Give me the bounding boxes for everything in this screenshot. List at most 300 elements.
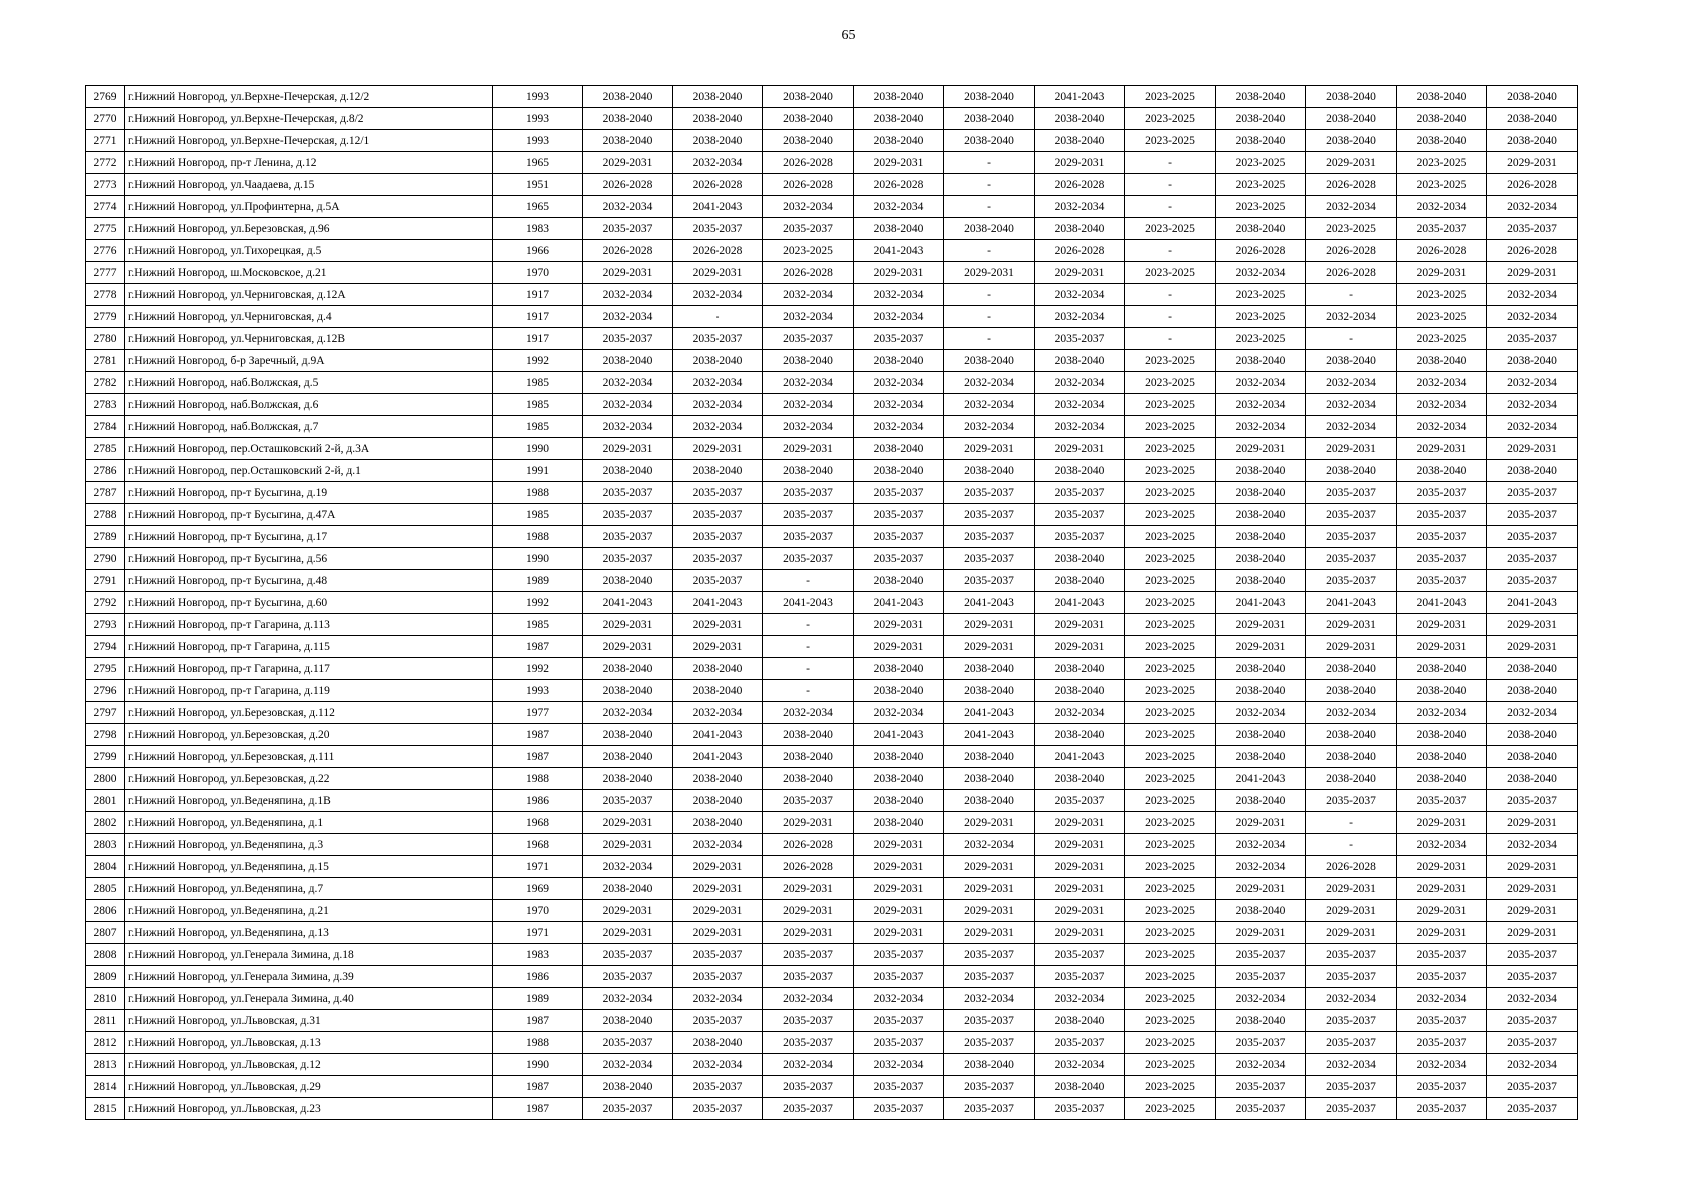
repair-period-cell: 2038-2040 [1487, 768, 1578, 790]
repair-period-cell: 2029-2031 [1216, 614, 1306, 636]
table-body [86, 86, 1668, 1120]
address-cell: г.Нижний Новгород, пр-т Гагарина, д.119 [125, 680, 493, 702]
repair-period-cell: 2029-2031 [1397, 636, 1487, 658]
repair-period-cell: - [1125, 328, 1216, 350]
repair-period-cell: 2023-2025 [1216, 306, 1306, 328]
address-cell: г.Нижний Новгород, ул.Веденяпина, д.13 [125, 922, 493, 944]
repair-period-cell: 2038-2040 [1397, 724, 1487, 746]
repair-period-cell: 2029-2031 [583, 922, 673, 944]
repair-period-cell: 2029-2031 [1397, 262, 1487, 284]
repair-period-cell: 2032-2034 [673, 1054, 763, 1076]
repair-period-cell: 2029-2031 [583, 438, 673, 460]
repair-period-cell: 2029-2031 [1216, 636, 1306, 658]
repair-period-cell: 2026-2028 [854, 174, 944, 196]
repair-period-cell: 2038-2040 [1216, 746, 1306, 768]
repair-period-cell: 2038-2040 [944, 130, 1035, 152]
address-cell: г.Нижний Новгород, пр-т Бусыгина, д.56 [125, 548, 493, 570]
repair-period-cell: 2035-2037 [583, 328, 673, 350]
row-number-cell: 2811 [86, 1010, 125, 1032]
year-built-cell: 1968 [493, 812, 583, 834]
table-row [86, 658, 1668, 680]
year-built-cell: 1985 [493, 416, 583, 438]
repair-period-cell: 2035-2037 [1487, 218, 1578, 240]
row-number-cell: 2771 [86, 130, 125, 152]
repair-period-cell: - [1125, 306, 1216, 328]
repair-period-cell: 2032-2034 [1035, 416, 1125, 438]
row-number-cell: 2794 [86, 636, 125, 658]
repair-period-cell: 2032-2034 [583, 856, 673, 878]
repair-period-cell: 2038-2040 [1397, 768, 1487, 790]
repair-period-cell: 2038-2040 [1216, 900, 1306, 922]
repair-period-cell: 2026-2028 [1487, 174, 1578, 196]
repair-period-cell: 2029-2031 [1487, 856, 1578, 878]
repair-period-cell: 2035-2037 [854, 1076, 944, 1098]
row-number-cell: 2797 [86, 702, 125, 724]
repair-period-cell: 2029-2031 [673, 922, 763, 944]
year-built-cell: 1989 [493, 570, 583, 592]
repair-period-cell: 2035-2037 [1306, 504, 1397, 526]
repair-period-cell: 2029-2031 [1306, 636, 1397, 658]
repair-period-cell: 2023-2025 [763, 240, 854, 262]
repair-period-cell: - [763, 658, 854, 680]
repair-period-cell: 2038-2040 [583, 724, 673, 746]
repair-period-cell: 2032-2034 [1487, 372, 1578, 394]
repair-period-cell: 2038-2040 [1397, 658, 1487, 680]
address-cell: г.Нижний Новгород, ул.Генерала Зимина, д.39 [125, 966, 493, 988]
repair-period-cell: 2032-2034 [1216, 416, 1306, 438]
repair-period-cell: 2038-2040 [673, 108, 763, 130]
repair-period-cell: 2035-2037 [1216, 944, 1306, 966]
repair-period-cell: 2038-2040 [854, 680, 944, 702]
row-number-cell: 2792 [86, 592, 125, 614]
repair-period-cell: 2026-2028 [763, 152, 854, 174]
repair-period-cell: 2035-2037 [1487, 504, 1578, 526]
address-cell: г.Нижний Новгород, пр-т Гагарина, д.117 [125, 658, 493, 680]
repair-period-cell: 2029-2031 [1397, 878, 1487, 900]
repair-period-cell: 2035-2037 [1306, 1010, 1397, 1032]
repair-period-cell: 2035-2037 [944, 944, 1035, 966]
repair-period-cell: 2029-2031 [1487, 900, 1578, 922]
repair-period-cell: 2035-2037 [1397, 944, 1487, 966]
row-number-cell: 2799 [86, 746, 125, 768]
repair-period-cell: 2035-2037 [944, 482, 1035, 504]
repair-period-cell: 2038-2040 [673, 768, 763, 790]
repair-period-cell: 2038-2040 [1487, 86, 1578, 108]
repair-period-cell: 2035-2037 [854, 526, 944, 548]
table-row [86, 548, 1668, 570]
repair-period-cell: 2035-2037 [944, 526, 1035, 548]
table-row [86, 394, 1668, 416]
address-cell: г.Нижний Новгород, ул.Березовская, д.20 [125, 724, 493, 746]
row-number-cell: 2786 [86, 460, 125, 482]
repair-period-cell: 2041-2043 [944, 592, 1035, 614]
repair-period-cell: 2032-2034 [1035, 284, 1125, 306]
table-row [86, 944, 1668, 966]
year-built-cell: 1985 [493, 614, 583, 636]
row-number-cell: 2775 [86, 218, 125, 240]
repair-period-cell: - [944, 240, 1035, 262]
repair-period-cell: 2029-2031 [583, 834, 673, 856]
year-built-cell: 1917 [493, 328, 583, 350]
repair-period-cell: 2029-2031 [763, 878, 854, 900]
repair-period-cell: 2032-2034 [854, 306, 944, 328]
repair-period-cell: 2035-2037 [763, 504, 854, 526]
year-built-cell: 1983 [493, 218, 583, 240]
repair-period-cell: 2029-2031 [944, 878, 1035, 900]
repair-period-cell: 2038-2040 [1397, 746, 1487, 768]
table-row [86, 636, 1668, 658]
repair-period-cell: 2029-2031 [944, 856, 1035, 878]
repair-period-cell: 2038-2040 [1306, 86, 1397, 108]
repair-period-cell: 2038-2040 [673, 812, 763, 834]
repair-period-cell: - [944, 306, 1035, 328]
repair-period-cell: 2038-2040 [1397, 460, 1487, 482]
repair-period-cell: 2029-2031 [854, 834, 944, 856]
repair-period-cell: 2038-2040 [854, 768, 944, 790]
address-cell: г.Нижний Новгород, пр-т Бусыгина, д.60 [125, 592, 493, 614]
repair-period-cell: 2032-2034 [854, 416, 944, 438]
row-number-cell: 2814 [86, 1076, 125, 1098]
repair-period-cell: 2035-2037 [1487, 1076, 1578, 1098]
repair-period-cell: 2038-2040 [1397, 108, 1487, 130]
repair-period-cell: 2023-2025 [1306, 218, 1397, 240]
repair-period-cell: 2035-2037 [1397, 1010, 1487, 1032]
repair-period-cell: 2038-2040 [854, 460, 944, 482]
repair-period-cell: 2038-2040 [1216, 570, 1306, 592]
repair-period-cell: 2023-2025 [1125, 636, 1216, 658]
row-number-cell: 2777 [86, 262, 125, 284]
repair-period-cell: 2026-2028 [583, 240, 673, 262]
address-cell: г.Нижний Новгород, ул.Тихорецкая, д.5 [125, 240, 493, 262]
repair-period-cell: 2035-2037 [583, 790, 673, 812]
repair-period-cell: 2035-2037 [1487, 790, 1578, 812]
row-number-cell: 2785 [86, 438, 125, 460]
address-cell: г.Нижний Новгород, ул.Генерала Зимина, д.18 [125, 944, 493, 966]
repair-period-cell: 2035-2037 [1487, 526, 1578, 548]
address-cell: г.Нижний Новгород, пр-т Гагарина, д.115 [125, 636, 493, 658]
address-cell: г.Нижний Новгород, ул.Березовская, д.111 [125, 746, 493, 768]
repair-period-cell: 2035-2037 [1487, 570, 1578, 592]
repair-period-cell: 2038-2040 [1487, 108, 1578, 130]
table-row [86, 900, 1668, 922]
address-cell: г.Нижний Новгород, ул.Веденяпина, д.3 [125, 834, 493, 856]
repair-period-cell: 2041-2043 [854, 592, 944, 614]
repair-period-cell: 2029-2031 [673, 878, 763, 900]
repair-period-cell: 2035-2037 [673, 526, 763, 548]
repair-period-cell: 2026-2028 [1306, 262, 1397, 284]
repair-period-cell: 2029-2031 [1397, 614, 1487, 636]
repair-period-cell: 2023-2025 [1125, 218, 1216, 240]
repair-period-cell: 2038-2040 [1216, 482, 1306, 504]
table-row [86, 196, 1668, 218]
repair-period-cell: 2029-2031 [673, 614, 763, 636]
repair-period-cell: 2038-2040 [1306, 724, 1397, 746]
repair-period-cell: 2026-2028 [1306, 240, 1397, 262]
year-built-cell: 1990 [493, 1054, 583, 1076]
repair-period-cell: 2038-2040 [1035, 460, 1125, 482]
year-built-cell: 1986 [493, 790, 583, 812]
repair-period-cell: 2023-2025 [1397, 284, 1487, 306]
repair-period-cell: 2023-2025 [1125, 262, 1216, 284]
repair-period-cell: 2032-2034 [1035, 372, 1125, 394]
repair-period-cell: 2023-2025 [1125, 614, 1216, 636]
address-cell: г.Нижний Новгород, ул.Черниговская, д.12А [125, 284, 493, 306]
repair-period-cell: - [1306, 834, 1397, 856]
address-cell: г.Нижний Новгород, ул.Львовская, д.23 [125, 1098, 493, 1120]
table-row [86, 834, 1668, 856]
table-row [86, 152, 1668, 174]
repair-period-cell: 2023-2025 [1125, 1076, 1216, 1098]
year-built-cell: 1988 [493, 1032, 583, 1054]
address-cell: г.Нижний Новгород, пр-т Бусыгина, д.47А [125, 504, 493, 526]
repair-period-cell: 2032-2034 [763, 306, 854, 328]
repair-period-cell: 2038-2040 [763, 746, 854, 768]
repair-period-cell: 2029-2031 [854, 152, 944, 174]
repair-period-cell: 2038-2040 [583, 680, 673, 702]
repair-period-cell: 2032-2034 [944, 416, 1035, 438]
repair-period-cell: - [1306, 284, 1397, 306]
repair-period-cell: 2029-2031 [763, 438, 854, 460]
repair-period-cell: 2029-2031 [583, 262, 673, 284]
repair-period-cell: 2029-2031 [1035, 878, 1125, 900]
repair-period-cell: 2029-2031 [944, 922, 1035, 944]
repair-period-cell: - [1125, 240, 1216, 262]
repair-period-cell: 2032-2034 [583, 306, 673, 328]
repair-period-cell: 2038-2040 [583, 878, 673, 900]
repair-period-cell: 2038-2040 [1035, 1076, 1125, 1098]
repair-period-cell: 2032-2034 [854, 988, 944, 1010]
repair-period-cell: 2023-2025 [1125, 966, 1216, 988]
repair-period-cell: 2029-2031 [583, 152, 673, 174]
repair-period-cell: 2032-2034 [673, 152, 763, 174]
repair-period-cell: 2023-2025 [1216, 284, 1306, 306]
repair-period-cell: 2026-2028 [1306, 174, 1397, 196]
table-row [86, 438, 1668, 460]
repair-period-cell: 2035-2037 [763, 328, 854, 350]
table-row [86, 218, 1668, 240]
repair-period-cell: 2038-2040 [944, 1054, 1035, 1076]
repair-period-cell: 2032-2034 [1035, 702, 1125, 724]
repair-period-cell: 2038-2040 [673, 790, 763, 812]
repair-period-cell: 2032-2034 [1487, 702, 1578, 724]
repair-period-cell: 2038-2040 [1487, 658, 1578, 680]
repair-period-cell: 2029-2031 [673, 900, 763, 922]
repair-period-cell: 2026-2028 [763, 262, 854, 284]
repair-period-cell: 2038-2040 [1487, 680, 1578, 702]
repair-period-cell: 2029-2031 [673, 856, 763, 878]
repair-period-cell: 2023-2025 [1125, 768, 1216, 790]
year-built-cell: 1992 [493, 592, 583, 614]
year-built-cell: 1993 [493, 108, 583, 130]
repair-period-cell: 2029-2031 [763, 922, 854, 944]
table-row [86, 878, 1668, 900]
row-number-cell: 2815 [86, 1098, 125, 1120]
repair-period-cell: 2038-2040 [1306, 746, 1397, 768]
row-number-cell: 2810 [86, 988, 125, 1010]
repair-period-cell: 2035-2037 [763, 1076, 854, 1098]
repair-period-cell: 2038-2040 [673, 680, 763, 702]
repair-period-cell: 2038-2040 [854, 218, 944, 240]
address-cell: г.Нижний Новгород, ул.Верхне-Печерская, д.12/2 [125, 86, 493, 108]
repair-period-cell: 2029-2031 [1306, 878, 1397, 900]
year-built-cell: 1987 [493, 746, 583, 768]
repair-period-cell: 2035-2037 [944, 1098, 1035, 1120]
repair-period-cell: 2023-2025 [1125, 372, 1216, 394]
repair-period-cell: 2032-2034 [944, 394, 1035, 416]
repair-period-cell: 2026-2028 [1216, 240, 1306, 262]
repair-period-cell: 2023-2025 [1216, 196, 1306, 218]
repair-period-cell: 2032-2034 [1306, 702, 1397, 724]
repair-period-cell: 2023-2025 [1216, 328, 1306, 350]
year-built-cell: 1965 [493, 152, 583, 174]
repair-period-cell: 2032-2034 [583, 196, 673, 218]
table-row [86, 306, 1668, 328]
repair-period-cell: 2038-2040 [1035, 1010, 1125, 1032]
year-built-cell: 1993 [493, 86, 583, 108]
repair-period-cell: 2023-2025 [1125, 86, 1216, 108]
repair-period-cell: 2029-2031 [944, 262, 1035, 284]
repair-period-cell: 2032-2034 [673, 284, 763, 306]
address-cell: г.Нижний Новгород, ул.Веденяпина, д.1 [125, 812, 493, 834]
repair-period-cell: 2029-2031 [583, 812, 673, 834]
repair-period-cell: 2035-2037 [1397, 482, 1487, 504]
repair-period-cell: - [1125, 152, 1216, 174]
table-row [86, 988, 1668, 1010]
table-row [86, 504, 1668, 526]
year-built-cell: 1987 [493, 636, 583, 658]
repair-period-cell: 2035-2037 [583, 944, 673, 966]
repair-period-cell: 2023-2025 [1125, 548, 1216, 570]
repair-period-cell: 2032-2034 [1216, 1054, 1306, 1076]
repair-period-cell: 2041-2043 [944, 702, 1035, 724]
repair-period-cell: 2038-2040 [1035, 680, 1125, 702]
repair-period-cell: 2029-2031 [583, 636, 673, 658]
table-row [86, 284, 1668, 306]
repair-period-cell: 2032-2034 [763, 394, 854, 416]
year-built-cell: 1917 [493, 284, 583, 306]
repair-period-cell: 2041-2043 [673, 196, 763, 218]
address-cell: г.Нижний Новгород, ул.Львовская, д.29 [125, 1076, 493, 1098]
repair-period-cell: 2032-2034 [673, 988, 763, 1010]
repair-period-cell: 2038-2040 [583, 1076, 673, 1098]
repair-period-cell: 2026-2028 [763, 174, 854, 196]
repair-period-cell: 2023-2025 [1125, 1054, 1216, 1076]
repair-period-cell: 2038-2040 [1487, 746, 1578, 768]
repair-period-cell: 2023-2025 [1125, 812, 1216, 834]
row-number-cell: 2813 [86, 1054, 125, 1076]
repair-period-cell: 2032-2034 [1306, 394, 1397, 416]
repair-period-cell: 2035-2037 [1397, 1076, 1487, 1098]
year-built-cell: 1983 [493, 944, 583, 966]
table-row [86, 526, 1668, 548]
repair-period-cell: 2035-2037 [1487, 944, 1578, 966]
repair-period-cell: 2026-2028 [1487, 240, 1578, 262]
repair-period-cell: 2038-2040 [583, 768, 673, 790]
repair-period-cell: 2041-2043 [944, 724, 1035, 746]
repair-period-cell: 2035-2037 [763, 218, 854, 240]
repair-period-cell: 2032-2034 [854, 1054, 944, 1076]
table-row [86, 812, 1668, 834]
repair-period-cell: 2032-2034 [944, 372, 1035, 394]
table-row [86, 790, 1668, 812]
repair-period-cell: 2026-2028 [763, 856, 854, 878]
repair-period-cell: - [763, 680, 854, 702]
repair-period-cell: 2032-2034 [763, 284, 854, 306]
repair-period-cell: 2029-2031 [854, 856, 944, 878]
address-cell: г.Нижний Новгород, пер.Осташковский 2-й, д.3А [125, 438, 493, 460]
repair-period-cell: 2035-2037 [1216, 1076, 1306, 1098]
repair-period-cell: 2032-2034 [1397, 394, 1487, 416]
repair-period-cell: 2035-2037 [1397, 504, 1487, 526]
year-built-cell: 1970 [493, 262, 583, 284]
table-row [86, 1076, 1668, 1098]
repair-period-cell: 2038-2040 [944, 658, 1035, 680]
row-number-cell: 2776 [86, 240, 125, 262]
table-row [86, 724, 1668, 746]
repair-period-cell: 2029-2031 [1487, 636, 1578, 658]
year-built-cell: 1951 [493, 174, 583, 196]
repair-period-cell: 2041-2043 [1397, 592, 1487, 614]
repair-period-cell: 2032-2034 [763, 416, 854, 438]
address-cell: г.Нижний Новгород, ул.Черниговская, д.12В [125, 328, 493, 350]
repair-period-cell: 2038-2040 [1487, 724, 1578, 746]
repair-period-cell: 2023-2025 [1125, 350, 1216, 372]
repair-period-cell: 2041-2043 [1487, 592, 1578, 614]
repair-period-cell: 2041-2043 [1035, 592, 1125, 614]
repair-period-cell: 2038-2040 [1487, 130, 1578, 152]
address-cell: г.Нижний Новгород, наб.Волжская, д.7 [125, 416, 493, 438]
repair-period-cell: 2035-2037 [583, 1032, 673, 1054]
repair-period-cell: 2032-2034 [583, 416, 673, 438]
repair-period-cell: 2035-2037 [1306, 944, 1397, 966]
repair-period-cell: 2032-2034 [854, 394, 944, 416]
row-number-cell: 2790 [86, 548, 125, 570]
repair-period-cell: 2035-2037 [1216, 1098, 1306, 1120]
repair-period-cell: 2038-2040 [944, 350, 1035, 372]
address-cell: г.Нижний Новгород, пер.Осташковский 2-й, д.1 [125, 460, 493, 482]
repair-period-cell: 2023-2025 [1216, 174, 1306, 196]
repair-period-cell: 2035-2037 [1035, 1098, 1125, 1120]
repair-period-cell: - [1306, 812, 1397, 834]
year-built-cell: 1965 [493, 196, 583, 218]
repair-period-cell: 2038-2040 [673, 1032, 763, 1054]
repair-period-cell: 2023-2025 [1125, 790, 1216, 812]
repair-period-cell: 2035-2037 [854, 482, 944, 504]
table-row [86, 174, 1668, 196]
repair-period-cell: 2032-2034 [763, 372, 854, 394]
repair-period-cell: 2035-2037 [1397, 790, 1487, 812]
repair-period-cell: 2035-2037 [763, 944, 854, 966]
repair-period-cell: 2038-2040 [854, 438, 944, 460]
repair-period-cell: 2032-2034 [1397, 416, 1487, 438]
repair-period-cell: 2035-2037 [583, 482, 673, 504]
repair-period-cell: 2035-2037 [763, 1010, 854, 1032]
repair-period-cell: 2035-2037 [763, 526, 854, 548]
year-built-cell: 1992 [493, 658, 583, 680]
repair-period-cell: 2038-2040 [854, 350, 944, 372]
repair-period-cell: 2035-2037 [1306, 1032, 1397, 1054]
row-number-cell: 2778 [86, 284, 125, 306]
repair-period-cell: 2032-2034 [1306, 306, 1397, 328]
repair-period-cell: 2029-2031 [1216, 812, 1306, 834]
repair-period-cell: 2035-2037 [944, 966, 1035, 988]
year-built-cell: 1988 [493, 768, 583, 790]
row-number-cell: 2801 [86, 790, 125, 812]
repair-period-cell: 2041-2043 [763, 592, 854, 614]
repair-period-cell: 2035-2037 [1397, 218, 1487, 240]
repair-period-cell: 2032-2034 [1216, 988, 1306, 1010]
table-row [86, 680, 1668, 702]
